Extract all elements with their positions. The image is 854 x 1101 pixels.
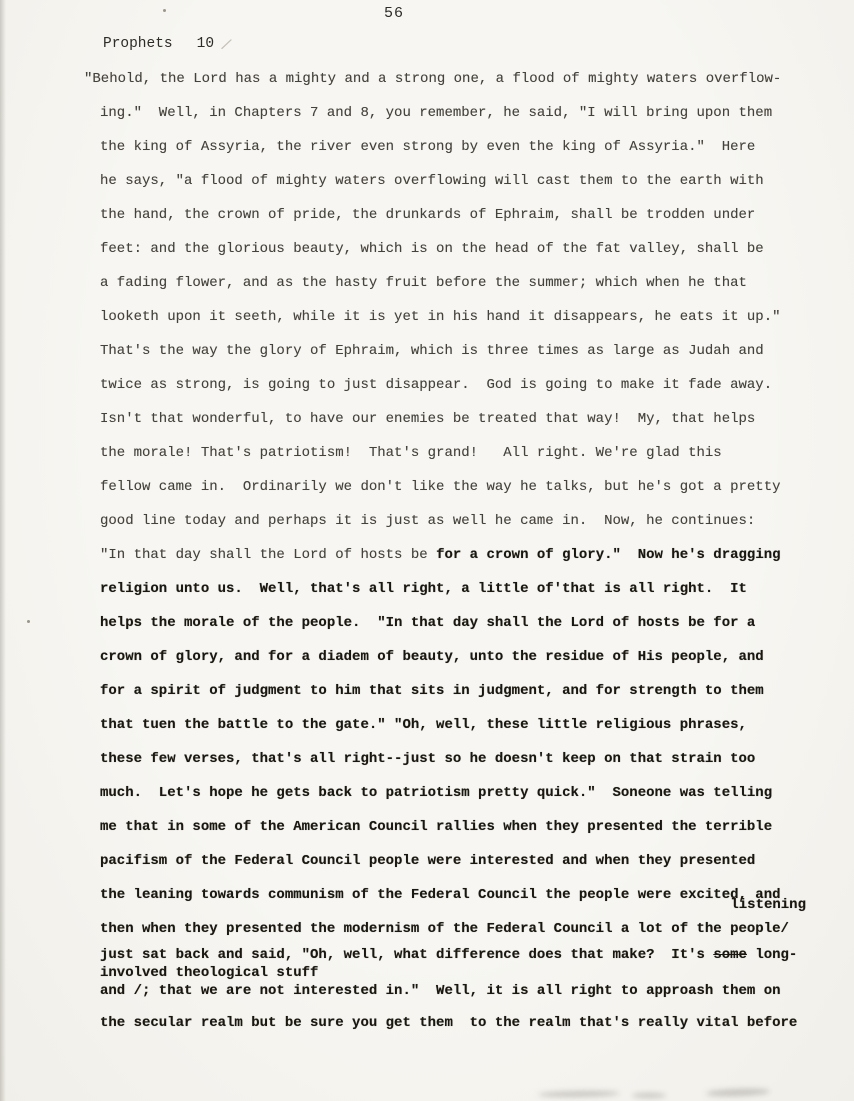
text-line (100, 538, 820, 572)
text-segment: long- (746, 947, 798, 963)
text-segment: these few verses, that's all right--just so he doesn't keep on that strain too (100, 751, 756, 767)
text-segment: crown of glory, and for a diadem of beauty, unto the residue of His people, and (100, 649, 764, 665)
text-line (100, 776, 820, 810)
text-segment: That's the way the glory of Ephraim, which is three times as large as Judah and (100, 343, 764, 359)
scan-smudge (706, 1088, 770, 1097)
text-segment: Isn't that wonderful, to have our enemies be treated that way! My, that helps (100, 411, 756, 427)
text-line (100, 436, 820, 470)
text-line (100, 844, 820, 878)
text-line (100, 232, 820, 266)
text-segment: "In that day shall the Lord of hosts be (100, 547, 437, 563)
text-line (100, 334, 820, 368)
text-line (100, 96, 820, 130)
text-segment: feet: and the glorious beauty, which is on the head of the fat valley, shall be (100, 241, 764, 257)
text-line (100, 742, 820, 776)
text-segment: "Behold, the Lord has a mighty and a strong one, a flood of mighty waters overflow- (84, 71, 782, 87)
text-segment: involved theological stuff (100, 965, 319, 981)
struck-word: some (713, 947, 747, 963)
page-edge-shadow (0, 0, 6, 1101)
scan-smudge (538, 1090, 620, 1097)
text-line (100, 470, 820, 504)
text-line (100, 266, 820, 300)
text-segment: twice as strong, is going to just disappear. God is going to make it fade away. (100, 377, 773, 393)
text-segment: much. Let's hope he gets back to patriotism pretty quick." Soneone was telling (100, 785, 773, 801)
text-segment: for a crown of glory." Now he's dragging (436, 547, 781, 563)
text-segment: the king of Assyria, the river even strong by even the king of Assyria." Here (100, 139, 756, 155)
text-segment: good line today and perhaps it is just as well he came in. Now, he continues: (100, 513, 756, 529)
text-line (100, 164, 820, 198)
scan-speck (163, 9, 166, 12)
text-line (100, 964, 820, 982)
scan-speck (27, 620, 30, 623)
typewritten-body (84, 62, 820, 1032)
text-segment: ing." Well, in Chapters 7 and 8, you remember, he said, "I will bring upon them (100, 105, 773, 121)
text-line (84, 62, 820, 96)
text-segment: the secular realm but be sure you get them to the realm that's really vital before (100, 1015, 798, 1031)
pencil-mark: / (218, 35, 234, 56)
doc-header (103, 34, 234, 56)
text-segment: that tuen the battle to the gate." "Oh, well, these little religious phrases, (100, 717, 747, 733)
text-line (100, 810, 820, 844)
text-segment: just sat back and said, "Oh, well, what difference does that make? It's (100, 947, 714, 963)
text-segment: for a spirit of judgment to him that sits in judgment, and for strength to them (100, 683, 764, 699)
text-segment: helps the morale of the people. "In that day shall the Lord of hosts be for a (100, 615, 756, 631)
doc-title-label: Prophets (103, 36, 173, 52)
interlinear-insert-word: listening (730, 897, 806, 913)
text-segment: fellow came in. Ordinarily we don't like the way he talks, but he's got a pretty (100, 479, 781, 495)
page-number: 56 (384, 5, 405, 22)
text-segment: and /; that we are not interested in." Well, it is all right to approash them on (100, 983, 781, 999)
text-segment: the leaning towards communism of the Federal Council the people were excited, and (100, 887, 781, 903)
text-line (100, 368, 820, 402)
text-line (100, 640, 820, 674)
text-segment: me that in some of the American Council rallies when they presented the terrible (100, 819, 773, 835)
text-segment: a fading flower, and as the hasty fruit before the summer; which when he that (100, 275, 747, 291)
text-segment: looketh upon it seeth, while it is yet in his hand it disappears, he eats it up." (100, 309, 781, 325)
text-line (100, 674, 820, 708)
text-line (100, 946, 820, 964)
text-line (100, 912, 820, 946)
text-segment: religion unto us. Well, that's all right, a little of'that is all right. It (100, 581, 747, 597)
text-line (100, 504, 820, 538)
text-segment: the morale! That's patriotism! That's grand! All right. We're glad this (100, 445, 722, 461)
text-segment: pacifism of the Federal Council people were interested and when they presented (100, 853, 756, 869)
text-line (100, 572, 820, 606)
doc-title-number: 10 (196, 36, 215, 52)
text-line (100, 402, 820, 436)
scan-smudge (632, 1093, 666, 1098)
text-line (100, 130, 820, 164)
text-line (100, 982, 820, 1000)
text-line (100, 606, 820, 640)
text-segment: he says, "a flood of mighty waters overflowing will cast them to the earth with (100, 173, 764, 189)
text-line (100, 1014, 820, 1032)
text-line (100, 708, 820, 742)
text-line (100, 300, 820, 334)
text-line (100, 198, 820, 232)
text-segment: then when they presented the modernism of the Federal Council a lot of the people/ (100, 921, 789, 937)
text-segment: the hand, the crown of pride, the drunkards of Ephraim, shall be trodden under (100, 207, 756, 223)
